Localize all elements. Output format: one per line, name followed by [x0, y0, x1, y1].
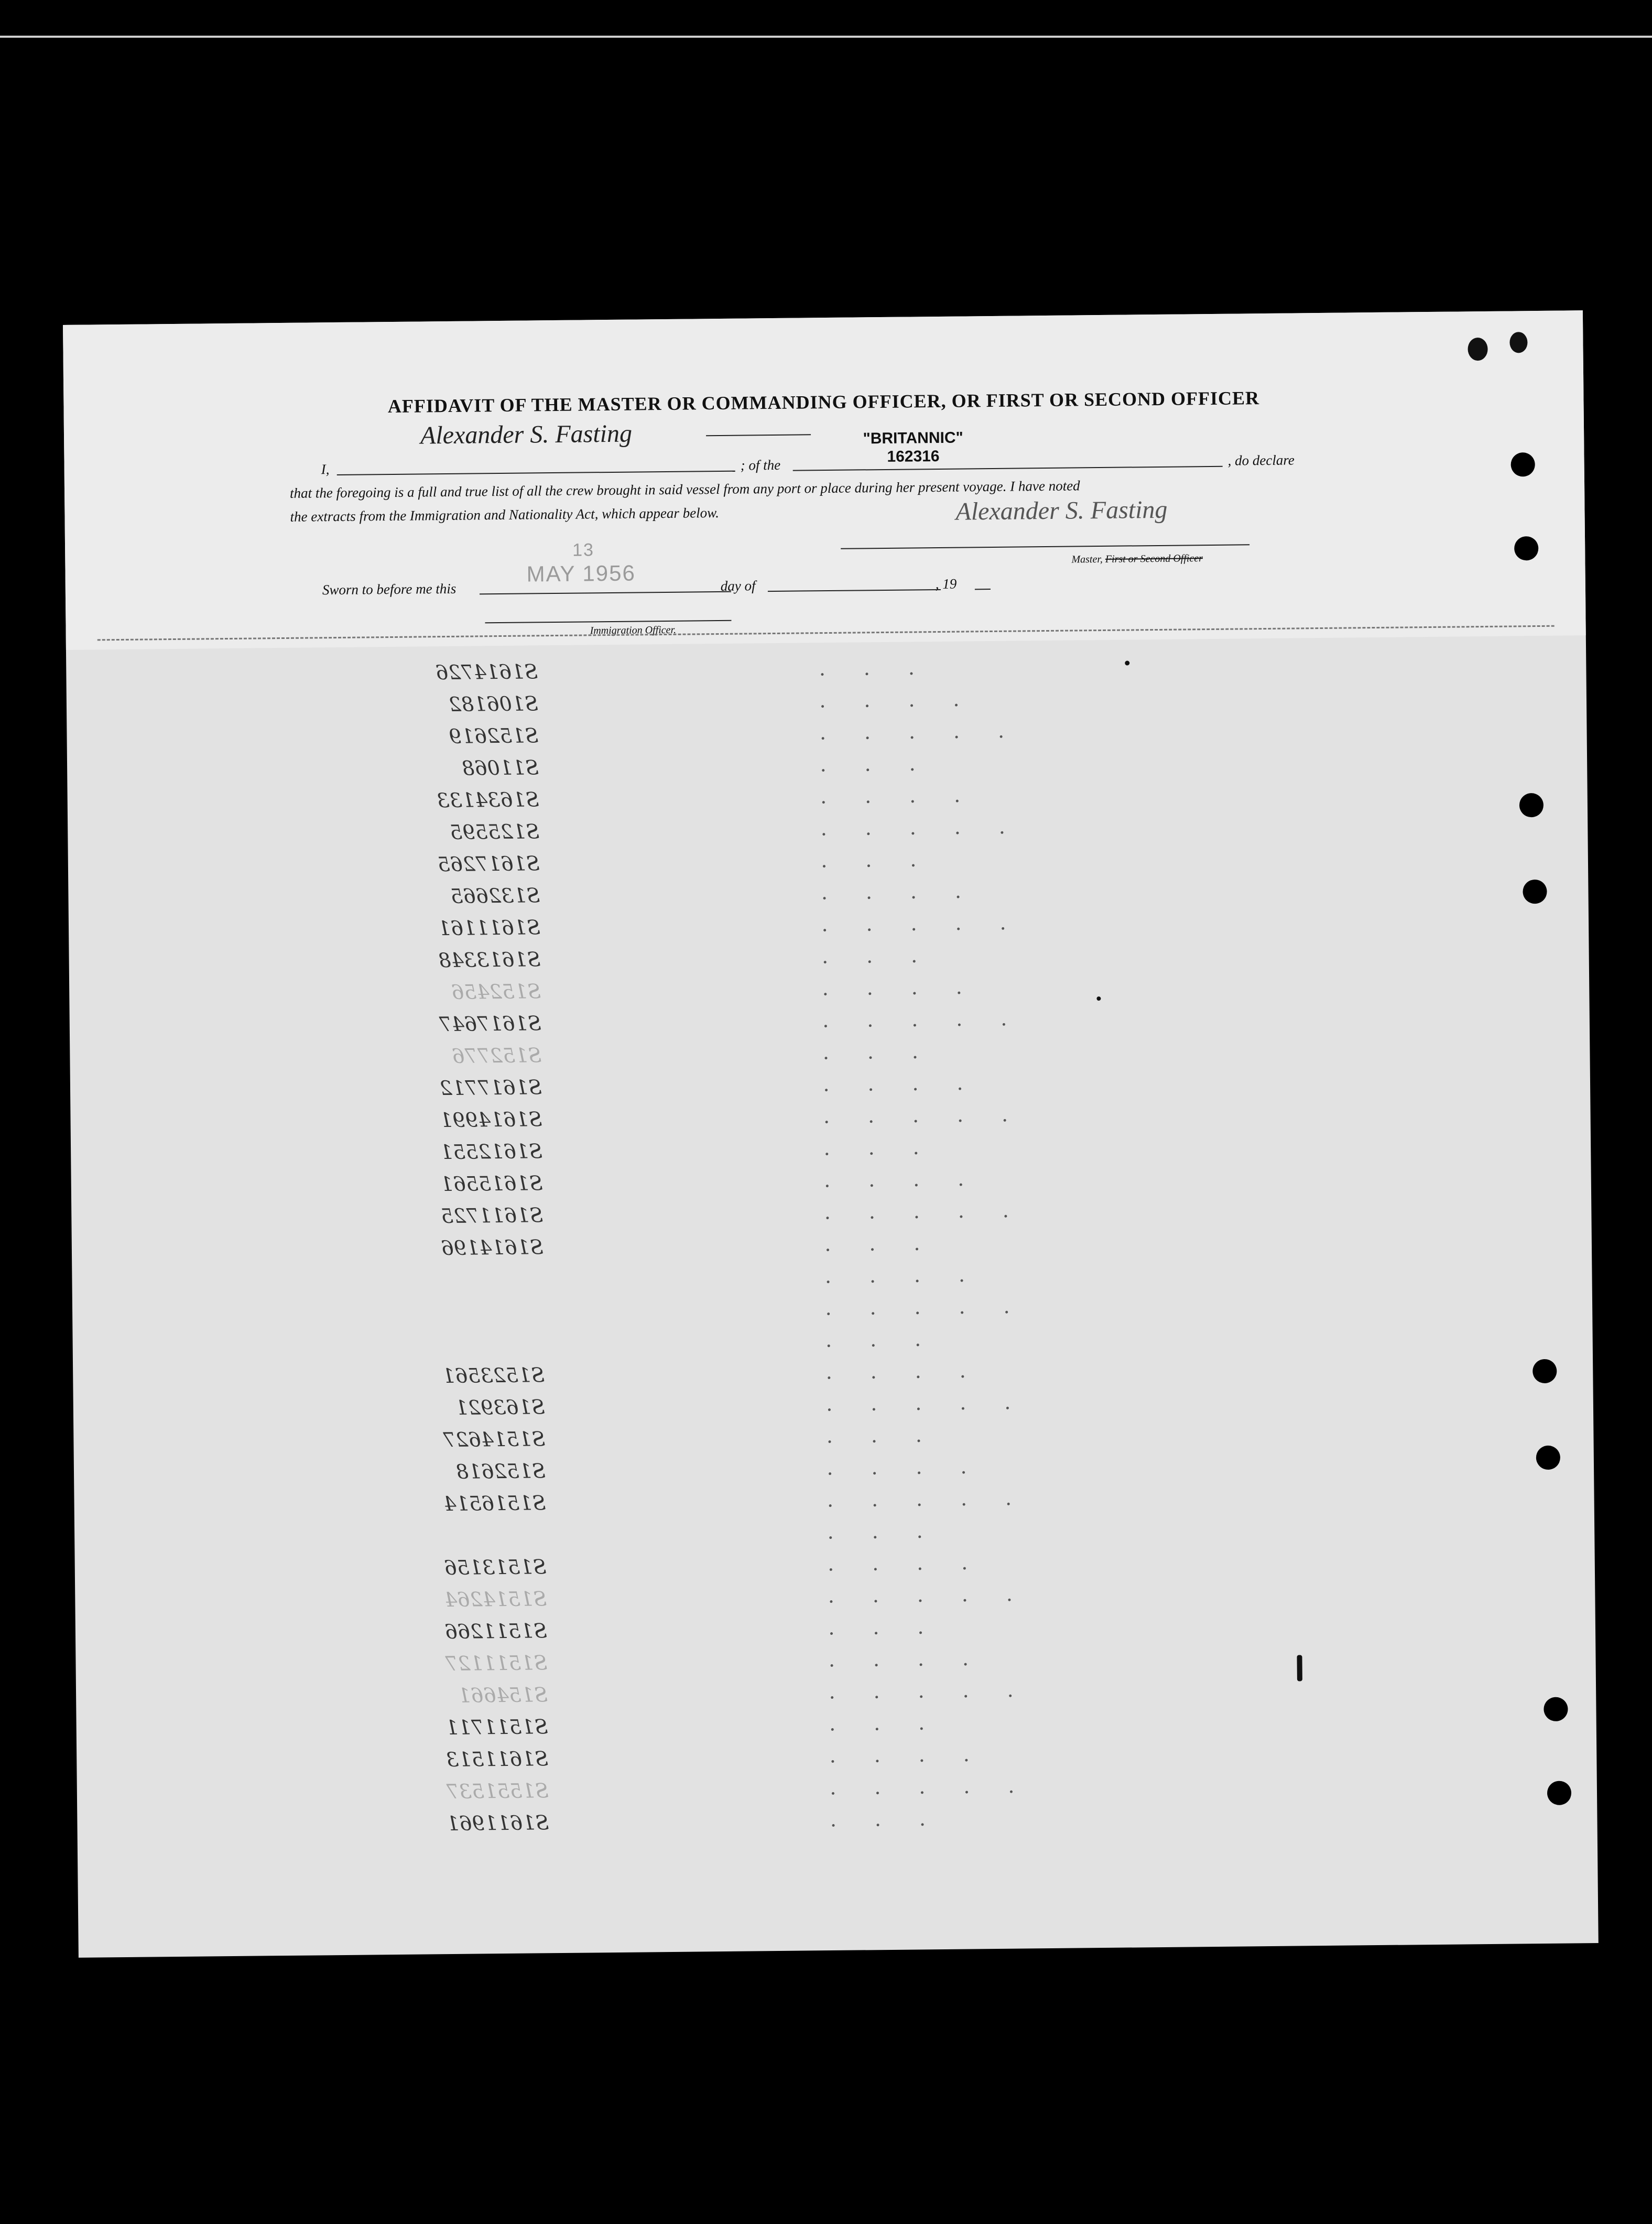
ship-overline: [706, 434, 811, 436]
crew-number: S1611513: [445, 1747, 549, 1772]
dot: [963, 1503, 965, 1506]
dot: [871, 1184, 873, 1187]
dot: [870, 1152, 873, 1155]
date-stamp: MAY 1956: [526, 560, 636, 587]
dot-leaders: [800, 653, 1440, 1841]
dot-row: [802, 876, 1431, 915]
dot: [827, 1312, 830, 1315]
dot: [876, 1792, 879, 1794]
dot: [824, 993, 827, 995]
crew-number: S1612551: [440, 1140, 543, 1164]
sworn-line: [480, 591, 731, 595]
punch-hole: [1514, 536, 1538, 560]
crew-number: S132665: [450, 884, 540, 908]
crew-number: S1611161: [438, 916, 541, 940]
dot: [920, 1727, 923, 1730]
crew-number: S106182: [448, 692, 539, 716]
stamp-day: 13: [572, 540, 595, 560]
dot: [870, 1088, 872, 1091]
dot: [1006, 1407, 1009, 1409]
affidavit-title: AFFIDAVIT OF THE MASTER OR COMMANDING OFFICER, OR FIRST OR SECOND OFFICER: [387, 387, 1260, 417]
dot: [824, 961, 827, 963]
dot: [867, 832, 870, 835]
statement-line-1: that the foregoing is a full and true list of all the crew brought in said vessel from any port or place during her present voyage. I have noted: [289, 478, 1080, 501]
dot: [876, 1760, 878, 1762]
sworn-label: Sworn to before me this: [322, 580, 457, 598]
dot: [872, 1344, 875, 1347]
crew-number: S1613348: [438, 948, 541, 972]
ink-speck: [1096, 996, 1101, 1001]
dot: [914, 1024, 916, 1026]
dot: [829, 1504, 832, 1507]
dot: [920, 1759, 923, 1762]
dot: [831, 1664, 833, 1667]
year-line: [975, 589, 991, 590]
dot-row: [807, 1420, 1437, 1458]
dot: [871, 1216, 873, 1219]
dot: [919, 1631, 922, 1634]
dot: [875, 1696, 878, 1698]
dot: [869, 1024, 872, 1027]
dot-row: [801, 748, 1430, 787]
dot: [963, 1599, 966, 1602]
dot: [918, 1503, 921, 1506]
dot: [822, 833, 825, 836]
dot: [823, 865, 825, 867]
do-declare: , do declare: [1227, 452, 1295, 469]
dot: [913, 960, 916, 962]
dot: [874, 1568, 877, 1570]
crew-number: [347, 1519, 547, 1553]
dot: [915, 1184, 918, 1186]
crew-number: S1514627: [442, 1427, 546, 1452]
dot: [1004, 1215, 1007, 1218]
dot: [917, 1439, 920, 1442]
dot: [957, 928, 960, 930]
crew-number: S1617265: [437, 852, 540, 876]
dot: [832, 1792, 834, 1795]
dot: [867, 800, 870, 803]
dot-row: [810, 1708, 1439, 1746]
crew-number: S1634133: [437, 788, 539, 812]
crew-number: S1614726: [435, 660, 538, 685]
master-line: [841, 544, 1249, 549]
dot-row: [806, 1260, 1435, 1298]
crew-number: S1511711: [445, 1715, 548, 1740]
dot: [912, 928, 915, 930]
ink-blot: [1468, 338, 1487, 361]
dot: [915, 1120, 917, 1122]
dot: [920, 1695, 922, 1698]
year-prefix: , 19: [935, 576, 957, 592]
crew-number: S152618: [455, 1459, 546, 1483]
dot: [959, 1120, 962, 1122]
dot: [965, 1791, 968, 1794]
dot: [911, 736, 914, 739]
dot: [828, 1440, 831, 1443]
dot: [914, 1056, 916, 1058]
ship-number: 162316: [887, 447, 940, 465]
dot: [960, 1216, 962, 1218]
crew-number-column: [339, 656, 549, 1841]
dot: [1002, 927, 1004, 930]
dot: [826, 1185, 829, 1187]
dot: [872, 1280, 874, 1283]
dot-row: [808, 1484, 1437, 1522]
dot: [915, 1152, 917, 1154]
dot: [1003, 1023, 1005, 1026]
dot: [829, 1536, 832, 1539]
dot: [874, 1536, 876, 1538]
dot: [1001, 831, 1003, 834]
dot: [867, 864, 870, 867]
dot: [868, 928, 871, 931]
dot-row: [806, 1228, 1435, 1266]
ink-blot: [1509, 332, 1527, 353]
declarant-signature: Alexander S. Fasting: [420, 419, 633, 450]
crew-number: S152456: [451, 980, 541, 1004]
dot: [921, 1791, 923, 1794]
dot: [830, 1568, 832, 1571]
crew-number: S1617712: [439, 1076, 542, 1100]
crew-number: S1514264: [444, 1587, 547, 1612]
dot: [822, 801, 825, 804]
dot-row: [810, 1676, 1439, 1714]
dot: [827, 1249, 829, 1251]
dot: [963, 1567, 966, 1570]
punch-hole: [1533, 1359, 1557, 1383]
dot: [1010, 1791, 1013, 1793]
dot: [956, 832, 959, 834]
dot: [962, 1407, 964, 1410]
dot: [872, 1312, 874, 1315]
dot: [866, 704, 868, 707]
dot: [1009, 1695, 1012, 1697]
punch-hole: [1536, 1446, 1560, 1470]
dot: [823, 929, 826, 931]
of-the-label: ; of the: [740, 457, 781, 473]
dot: [958, 992, 960, 994]
dot: [824, 1025, 827, 1027]
dot: [828, 1376, 830, 1379]
dot: [1005, 1311, 1008, 1314]
dot: [962, 1471, 965, 1474]
dot-row: [811, 1804, 1440, 1842]
dot: [821, 673, 823, 676]
dot: [915, 1216, 918, 1218]
dot: [830, 1632, 833, 1635]
dot: [911, 832, 914, 834]
dot: [917, 1407, 920, 1410]
dot-row: [801, 780, 1431, 819]
dot: [964, 1663, 967, 1666]
crew-number: S1615561: [440, 1171, 543, 1196]
dot: [910, 672, 912, 675]
dot-row: [803, 972, 1432, 1011]
punch-hole: [1544, 1697, 1568, 1721]
dot: [911, 800, 914, 802]
punch-hole: [1547, 1781, 1571, 1805]
dot: [918, 1471, 920, 1474]
dot: [965, 1759, 968, 1762]
dot: [911, 768, 914, 771]
dot: [832, 1824, 835, 1827]
ship-line: [793, 466, 1223, 471]
dot: [912, 896, 915, 898]
dot: [874, 1504, 876, 1506]
name-line: [337, 471, 735, 475]
dot-row: [802, 908, 1432, 947]
dot: [831, 1760, 834, 1763]
dot: [918, 1535, 921, 1538]
day-of-label: day of: [720, 578, 756, 594]
dot: [876, 1728, 878, 1730]
crew-number: [345, 1295, 545, 1329]
dot: [961, 1311, 963, 1314]
dot: [916, 1279, 919, 1282]
crew-number: S163921: [455, 1395, 546, 1419]
dot: [825, 1153, 828, 1155]
ink-speck: [1125, 660, 1129, 665]
dot: [827, 1281, 830, 1283]
dot: [830, 1600, 832, 1603]
master-caption: Master, First or Second Officer: [1071, 552, 1203, 566]
dot: [1007, 1503, 1010, 1505]
dot: [958, 1024, 961, 1026]
dot-row: [804, 1068, 1433, 1106]
dot: [872, 1376, 875, 1379]
dot-row: [809, 1612, 1439, 1650]
dot: [831, 1696, 833, 1699]
dot-row: [805, 1196, 1434, 1234]
dot-row: [811, 1772, 1440, 1810]
dot: [869, 1056, 872, 1059]
dot: [873, 1408, 875, 1411]
dot: [919, 1599, 921, 1602]
crew-number: S1551537: [446, 1779, 549, 1804]
dot: [961, 1375, 964, 1378]
crew-number: S152619: [449, 724, 539, 748]
crew-number: S1614991: [440, 1108, 542, 1132]
punch-hole: [1523, 880, 1547, 904]
dot: [961, 1279, 963, 1282]
dot-row: [804, 1100, 1433, 1138]
dot: [873, 1440, 875, 1442]
dot: [914, 1088, 917, 1090]
crew-number: [344, 1263, 544, 1297]
dot: [874, 1600, 877, 1602]
dot-row: [800, 717, 1430, 755]
dot: [825, 1121, 828, 1123]
ship-name: "BRITANNIC": [863, 429, 963, 448]
dot: [1008, 1599, 1010, 1601]
dot: [871, 1248, 874, 1251]
crew-number: S1614196: [441, 1235, 544, 1260]
dot: [960, 1184, 962, 1186]
crew-number: S1516514: [443, 1491, 546, 1516]
scan-border-line: [0, 36, 1652, 38]
dot: [910, 704, 913, 707]
immigration-officer-label: Immigration Officer.: [590, 624, 677, 637]
crew-number: S125595: [450, 820, 540, 844]
dot: [912, 864, 915, 866]
dot: [877, 1824, 879, 1826]
dot-row: [808, 1516, 1438, 1554]
punch-hole: [1519, 793, 1544, 817]
dot: [917, 1343, 919, 1346]
dot: [865, 672, 868, 675]
dot: [1000, 735, 1003, 738]
dot-row: [805, 1164, 1434, 1202]
dot: [868, 960, 871, 963]
dot: [957, 896, 960, 898]
master-signature: Alexander S. Fasting: [955, 495, 1168, 526]
dot: [868, 896, 871, 899]
dot-row: [802, 844, 1431, 883]
crew-number: S154661: [458, 1683, 548, 1707]
dot-row: [806, 1292, 1436, 1330]
dot: [955, 704, 958, 707]
dot: [873, 1472, 876, 1474]
dot-row: [800, 685, 1430, 723]
dot: [875, 1632, 877, 1634]
crew-number: S11068: [462, 756, 539, 780]
dot-row: [809, 1644, 1439, 1682]
dot: [1004, 1119, 1006, 1122]
crew-number: S152776: [452, 1044, 542, 1068]
dot: [824, 1057, 827, 1059]
dot-row: [800, 653, 1429, 691]
dot: [916, 1247, 918, 1250]
dot-row: [806, 1324, 1436, 1362]
ink-mark: [1297, 1655, 1302, 1681]
dot: [913, 992, 916, 994]
dot: [821, 705, 824, 708]
dot: [959, 1088, 961, 1090]
crew-number: S1617647: [439, 1012, 542, 1036]
dot: [829, 1472, 831, 1475]
officer-line: [485, 620, 731, 624]
dot: [828, 1408, 831, 1411]
dot: [831, 1728, 834, 1731]
dot: [916, 1311, 919, 1314]
crew-number: S1511266: [444, 1619, 548, 1644]
month-line: [768, 589, 941, 592]
crew-number: S1611961: [446, 1811, 549, 1836]
dot-row: [807, 1388, 1437, 1426]
document-page: [63, 310, 1599, 1958]
dot-row: [803, 1004, 1433, 1043]
dot: [826, 1217, 829, 1219]
dot: [921, 1823, 924, 1826]
dot-row: [803, 1036, 1433, 1075]
dot: [920, 1663, 922, 1666]
dot-row: [810, 1740, 1440, 1778]
dot: [955, 736, 958, 739]
dot: [919, 1567, 921, 1570]
dot: [875, 1664, 878, 1666]
dot: [870, 1120, 873, 1123]
affidavit-header: [63, 310, 1586, 650]
dot-row: [802, 940, 1432, 979]
dot: [822, 737, 824, 740]
dot: [964, 1695, 967, 1698]
crew-number: [345, 1327, 545, 1361]
dot-row: [801, 812, 1431, 851]
dot-row: [807, 1356, 1436, 1394]
dot: [825, 1089, 828, 1091]
dot: [866, 736, 869, 739]
dot: [868, 992, 871, 995]
crew-number: S1511127: [445, 1651, 548, 1676]
dot: [866, 768, 869, 771]
dot: [828, 1344, 830, 1347]
dot: [822, 769, 824, 772]
dot-row: [809, 1580, 1438, 1618]
dot-row: [805, 1132, 1434, 1170]
dot: [956, 800, 959, 802]
dot: [823, 897, 826, 899]
punch-hole: [1510, 452, 1535, 476]
dot-row: [808, 1452, 1437, 1490]
dot: [917, 1375, 919, 1378]
crew-number: S1513156: [444, 1555, 547, 1580]
statement-line-2: the extracts from the Immigration and Nationality Act, which appear below.: [290, 504, 720, 525]
crew-number: S1611725: [440, 1203, 544, 1228]
i-label: I,: [321, 461, 330, 478]
dot-row: [809, 1548, 1438, 1586]
crew-number: S1523561: [442, 1363, 545, 1388]
